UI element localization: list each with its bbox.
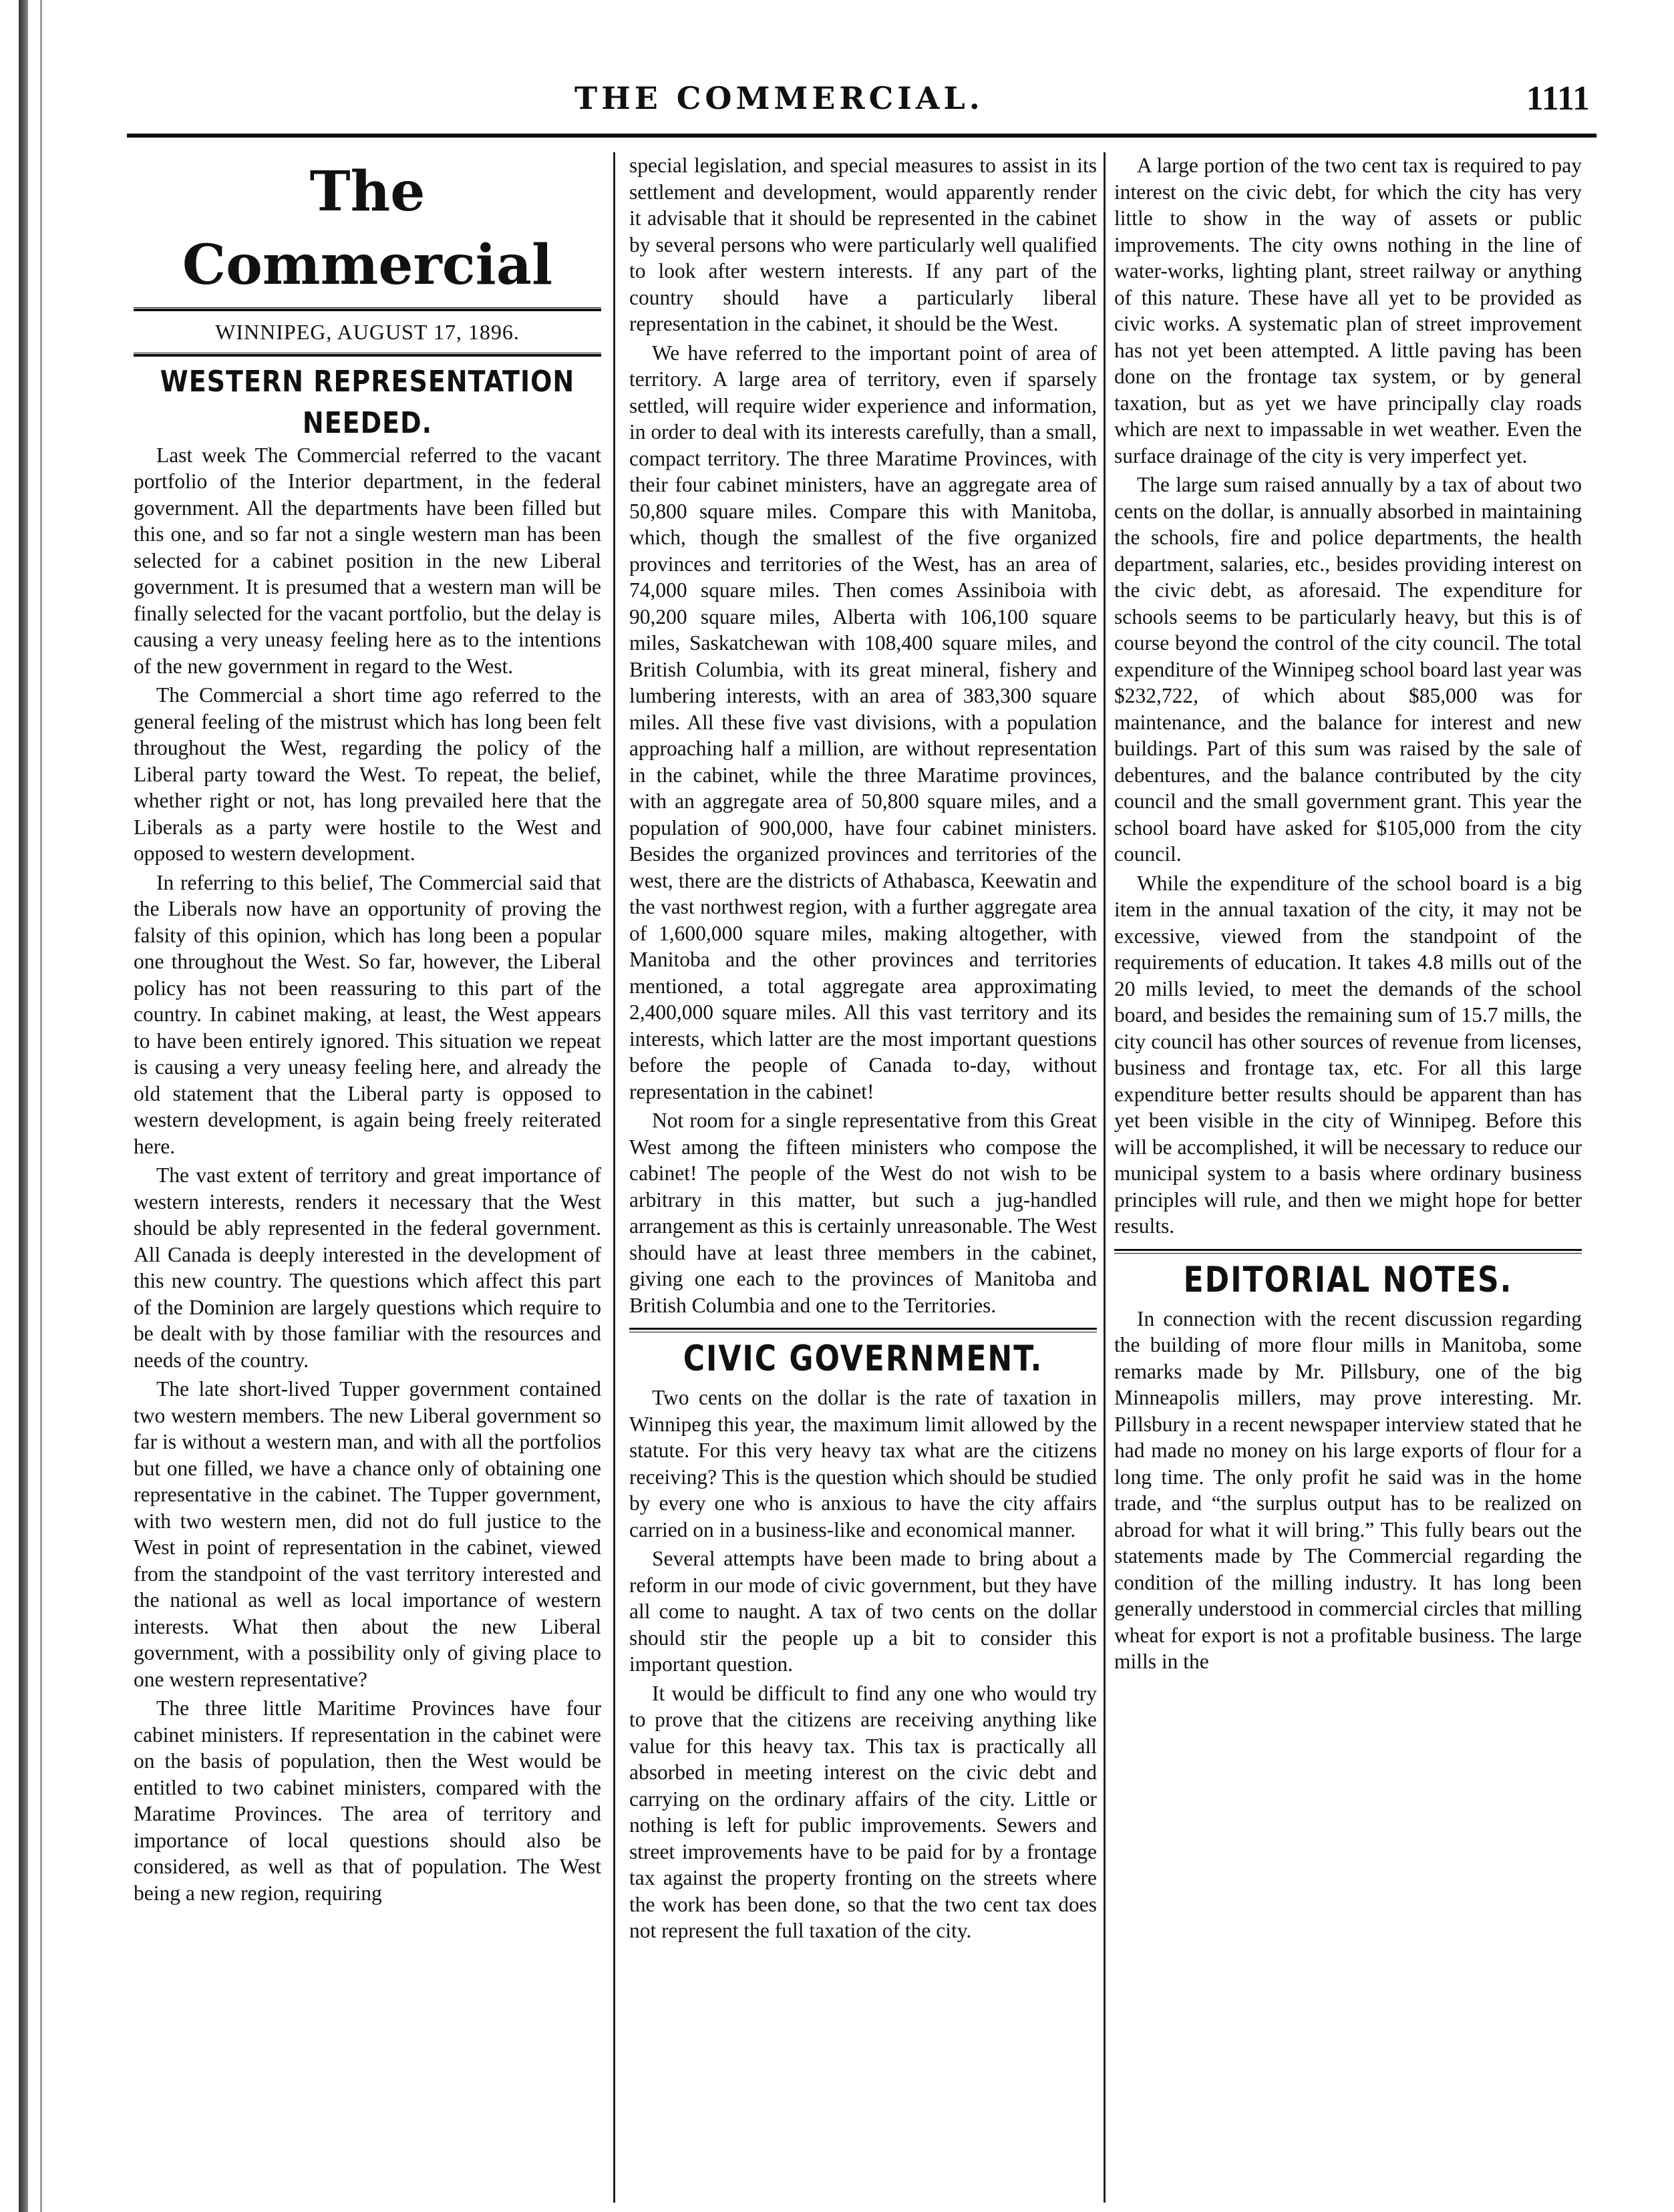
section-separator (1114, 1249, 1582, 1254)
article-paragraph: special legislation, and special measures to assist in its settlement and development, would apparently render it advisable that it should be represented in the cabinet by several persons who were particularly well qualified to look after western interests. If any part of the country should have a particularly liberal representation in the cabinet, it should be the West. (629, 154, 1097, 335)
article-title-western-representation: WESTERN REPRESENTATION NEEDED. (160, 364, 575, 439)
column-divider (613, 152, 615, 2203)
article-paragraph: We have referred to the important point of area of territory. A large area of territory, even if sparsely settled, will require wider experience and information, in order to deal with its interests carefully, than a small, compact territory. The three Maratime Provinces, with their four cabinet ministers, have an aggregate area of 50,800 square miles. Compare this with Manitoba, which, though the smallest of the five organized provinces and territories of the West, has an area of 74,000 square miles. Then comes Assiniboia with 90,200 square miles, Alberta with 106,100 square miles, Saskatchewan with 108,400 square miles, and British Columbia, with its great mineral, fishery and lumbering interests, with an area of 383,300 square miles. All these five vast divisions, with a population approaching half a million, are without representation in the cabinet, while the three Maratime provinces, with an aggregate area of 50,800 square miles, and a population of 900,000, have four cabinet ministers. Besides the organized provinces and territories of the west, there are the districts of Athabasca, Keewatin and the vast northwest region, with a further aggregate area of 1,600,000 square miles, making altogether, with Manitoba and the other provinces and territories mentioned, a total aggregate area approximating 2,400,000 square miles. All this vast territory and its interests, which latter are the most important questions before the people of Canada to-day, without representation in the cabinet! (629, 341, 1097, 1103)
article-paragraph: Two cents on the dollar is the rate of taxation in Winnipeg this year, the maximum limit allowed by the statute. For this very heavy tax what are the citizens receiving? This is the question which should be studied by every one who is anxious to have the city affairs carried on in a business-like and economical manner. (629, 1386, 1097, 1541)
column-divider (1104, 152, 1106, 2203)
header-rule (127, 134, 1597, 138)
article-paragraph: In connection with the recent discussion regarding the building of more flour mills in Manitoba, some remarks made by Mr. Pillsbury, one of the big Minneapolis millers, may prove interesting. Mr. Pillsbury in a recent newspaper interview stated that he had made no money on his large exports of flour for a long time. The only profit he said was in the home trade, and “the surplus output has to be realized on abroad for what it will bring.” This fully bears out the statements made by The Commercial regarding the condition of the milling industry. It has long been generally understood in commercial circles that milling wheat for export is not a profitable business. The large mills in the (1114, 1306, 1582, 1673)
article-paragraph: The vast extent of territory and great importance of western interests, renders it necessary that the West should be ably represented in the federal government. All Canada is deeply interested in the development of this new country. The questions which affect this part of the Dominion are largely questions which require to be dealt with by those familiar with the resources and needs of the country. (134, 1163, 601, 1372)
column-3 (1114, 152, 1582, 1678)
article-paragraph: While the expenditure of the school board is a big item in the annual taxation of the city, it may not be excessive, viewed from the standpoint of the requirements of education. It takes 4.8 mills out of the 20 mills levied, to meet the demands of the school board, and besides the remaining sum of 15.7 mills, the city council has other sources of revenue from licenses, business and frontage tax, etc. For all this large expenditure better results should be apparent than has yet been visible in the city of Winnipeg. Before this will be accomplished, it will be necessary to reduce our municipal system to a basis where ordinary business principles will rule, and then we might hope for better results. (1114, 871, 1582, 1238)
page-number: 1111 (1526, 79, 1590, 118)
masthead-rule (134, 307, 601, 311)
column-2 (629, 152, 1097, 1947)
article-title-civic-government: CIVIC GOVERNMENT. (683, 1338, 1043, 1379)
article-paragraph: The large sum raised annually by a tax of about two cents on the dollar, is annually absorbed in maintaining the schools, fire and police departments, the health department, salaries, etc., besides providing interest on the civic debt, as aforesaid. The expenditure for schools seems to be particularly heavy, but this is of course beyond the control of the city council. The total expenditure of the Winnipeg school board last year was $232,722, of which about $85,000 was for maintenance, and the balance for interest and new buildings. Part of this sum was raised by the sale of debentures, and the balance contributed by the city council and the small government grant. This year the school board have asked for $105,000 from the city council. (1114, 473, 1582, 866)
article-paragraph: The Commercial a short time ago referred to the general feeling of the mistrust which has long been felt throughout the West, regarding the policy of the Liberal party toward the West. To repeat, the belief, whether right or not, has long prevailed here that the Liberals as a party were hostile to the West and opposed to western development. (134, 683, 601, 865)
page-gutter-line (40, 0, 42, 2212)
article-paragraph: Not room for a single representative from this Great West among the fifteen ministers who compose the cabinet! The people of the West do not wish to be arbitrary in this matter, but such a jug-handled arrangement as this is certainly unreasonable. The West should have at least three members in the cabinet, giving one each to the provinces of Manitoba and British Columbia and one to the Territories. (629, 1109, 1097, 1317)
article-paragraph: Last week The Commercial referred to the vacant portfolio of the Interior department, in the federal government. All the departments have been filled but this one, and so far not a single western man has been selected for a cabinet position in the new Liberal government. It is presumed that a western man will be finally selected for the vacant portfolio, but the delay is causing a very uneasy feeling here as to the intentions of the new government in regard to the West. (134, 443, 601, 678)
article-paragraph: A large portion of the two cent tax is required to pay interest on the civic debt, for which the city has very little to show in the way of assets or public improvements. The city owns nothing in the line of water-works, lighting plant, street railway or anything of this nature. These have all yet to be provided as civic works. A systematic plan of street improvement has not yet been attempted. A little paving has been done on the frontage tax system, or by general taxation, but as yet we have principally clay roads which are next to impassable in wet weather. Even the surface drainage of the city is very imperfect yet. (1114, 154, 1582, 468)
article-paragraph: The late short-lived Tupper government contained two western members. The new Liberal government so far is without a western man, and with all the portfolios but one filled, we have a chance only of obtaining one representative in the cabinet. The Tupper government, with two western men, did not do full justice to the West in point of representation in the cabinet, viewed from the standpoint of the vast territory interested and the national as well as local importance of western interests. What then about the new Liberal government, with a possibility only of giving place to one western representative? (134, 1377, 601, 1691)
dateline: WINNIPEG, AUGUST 17, 1896. (215, 320, 520, 344)
article-title-editorial-notes: EDITORIAL NOTES. (1183, 1259, 1513, 1300)
section-separator (629, 1328, 1097, 1332)
masthead-title: The Commercial (182, 160, 553, 297)
running-head: THE COMMERCIAL. (574, 80, 984, 116)
article-paragraph: Several attempts have been made to bring about a reform in our mode of civic government, but they have all come to naught. A tax of two cents on the dollar should stir the people up a bit to consider this important question. (629, 1547, 1097, 1676)
article-paragraph: The three little Maritime Provinces have four cabinet ministers. If representation in the cabinet were on the basis of population, then the West would be entitled to two cabinet ministers, compared with the Maratime Provinces. The area of territory and importance of local questions should also be considered, as well as that of population. The West being a new region, requiring (134, 1696, 601, 1905)
page-spine-shadow (19, 0, 28, 2212)
column-1 (134, 152, 601, 1909)
article-paragraph: It would be difficult to find any one who would try to prove that the citizens are receiving anything like value for this heavy tax. This tax is practically all absorbed in meeting interest on the civic debt and carrying on the ordinary affairs of the city. Little or nothing is left for public improvements. Sewers and street improvements have to be paid for by a frontage tax against the property fronting on the streets where the work has been done, so that the two cent tax does not represent the full taxation of the city. (629, 1681, 1097, 1942)
article-paragraph: In referring to this belief, The Commercial said that the Liberals now have an opportunity of proving the falsity of this opinion, which has long been a popular one throughout the West. So far, however, the Liberal policy has not been reassuring to this part of the country. In cabinet making, at least, the West appears to have been entirely ignored. This situation we repeat is causing a very uneasy feeling here, and already the old statement that the Liberal party is opposed to western development, is again being freely reiterated here. (134, 870, 601, 1158)
dateline-rule (134, 353, 601, 357)
